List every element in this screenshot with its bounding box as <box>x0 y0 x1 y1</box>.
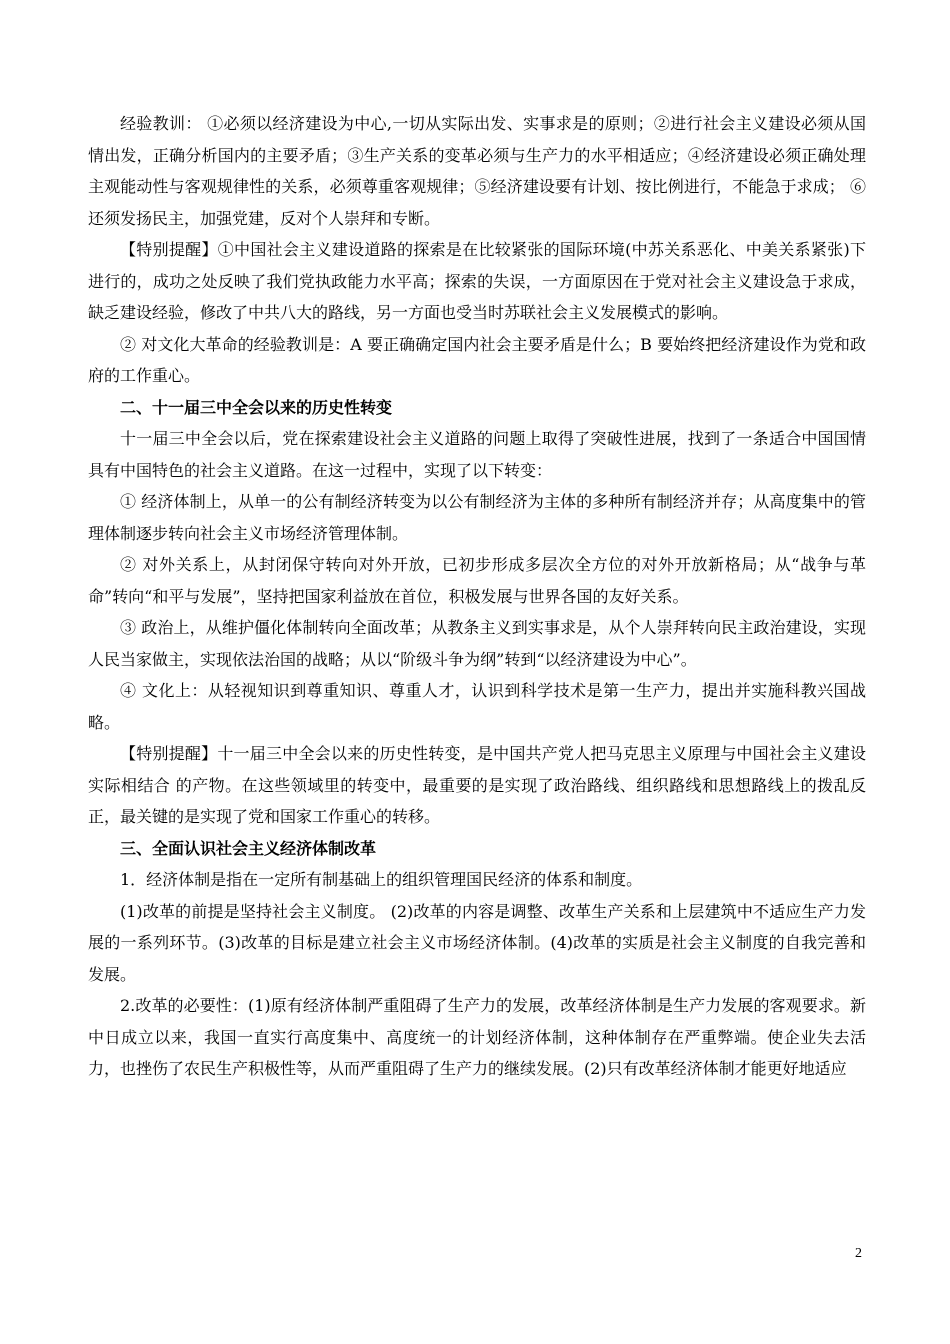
cultural-paragraph: ④ 文化上：从轻视知识到尊重知识、尊重人才，认识到科学技术是第一生产力，提出并实施科教兴国战略。 <box>88 681 866 732</box>
document-body <box>88 108 866 1085</box>
page-number: 2 <box>855 1246 862 1261</box>
economic-system-definition-paragraph: 1．经济体制是指在一定所有制基础上的组织管理国民经济的体系和制度。 <box>120 870 643 889</box>
economic-system-paragraph: ① 经济体制上，从单一的公有制经济转变为以公有制经济为主体的多种所有制经济并存；从高度集中的管理体制逐步转向社会主义市场经济管理体制。 <box>88 492 866 543</box>
transition-intro-paragraph: 十一届三中全会以后，党在探索建设社会主义道路的问题上取得了突破性进展，找到了一条适合中国国情具有中国特色的社会主义道路。在这一过程中，实现了以下转变： <box>88 429 866 480</box>
reform-points-paragraph: (1)改革的前提是坚持社会主义制度。 (2)改革的内容是调整、改革生产关系和上层建筑中不适应生产力发展的一系列环节。(3)改革的目标是建立社会主义市场经济体制。(4)改革的实质是社会主义制度的自我完善和发展。 <box>88 901 866 984</box>
special-reminder-paragraph-1: 【特别提醒】①中国社会主义建设道路的探索是在比较紧张的国际环境(中苏关系恶化、中美关系紧张)下进行的，成功之处反映了我们党执政能力水平高；探索的失误，一方面原因在于党对社会主义建设急于求成，缺乏建设经验，修改了中共八大的路线，另一方面也受当时苏联社会主义发展模式的影响。 <box>88 240 866 322</box>
section-heading-3: 三、全面认识社会主义经济体制改革 <box>120 838 377 858</box>
foreign-relations-paragraph: ② 对外关系上，从封闭保守转向对外开放，已初步形成多层次全方位的对外开放新格局；从“战争与革命”转向“和平与发展”，坚持把国家利益放在首位，积极发展与世界各国的友好关系。 <box>88 555 866 606</box>
cultural-revolution-lesson-paragraph: ② 对文化大革命的经验教训是：A 要正确确定国内社会主要矛盾是什么；B 要始终把经济建设作为党和政府的工作重心。 <box>88 334 866 385</box>
section-heading-2: 二、十一届三中全会以来的历史性转变 <box>120 397 393 417</box>
special-reminder-paragraph-2: 【特别提醒】十一届三中全会以来的历史性转变，是中国共产党人把马克思主义原理与中国社会主义建设实际相结合 的产物。在这些领域里的转变中，最重要的是实现了政治路线、组织路线和思想路线上的拨乱反正，最关键的是实现了党和国家工作重心的转移。 <box>88 744 866 826</box>
reform-necessity-paragraph: 2.改革的必要性：(1)原有经济体制严重阻碍了生产力的发展，改革经济体制是生产力发展的客观要求。新中日成立以来，我国一直实行高度集中、高度统一的计划经济体制，这种体制存在严重弊端。使企业失去活力，也挫伤了农民生产积极性等，从而严重阻碍了生产力的继续发展。(2)只有改革经济体制才能更好地适应 <box>88 996 866 1078</box>
political-paragraph: ③ 政治上，从维护僵化体制转向全面改革；从教条主义到实事求是，从个人崇拜转向民主政治建设，实现人民当家做主，实现依法治国的战略；从以“阶级斗争为纲”转到“以经济建设为中心”。 <box>88 618 866 669</box>
lessons-paragraph: 经验教训： ①必须以经济建设为中心,一切从实际出发、实事求是的原则；②进行社会主义建设必须从国情出发，正确分析国内的主要矛盾；③生产关系的变革必须与生产力的水平相适应；④经济建设必须正确处理主观能动性与客观规律性的关系，必须尊重客观规律；⑤经济建设要有计划、按比例进行，不能急于求成； ⑥还须发扬民主，加强党建，反对个人崇拜和专断。 <box>88 114 866 228</box>
